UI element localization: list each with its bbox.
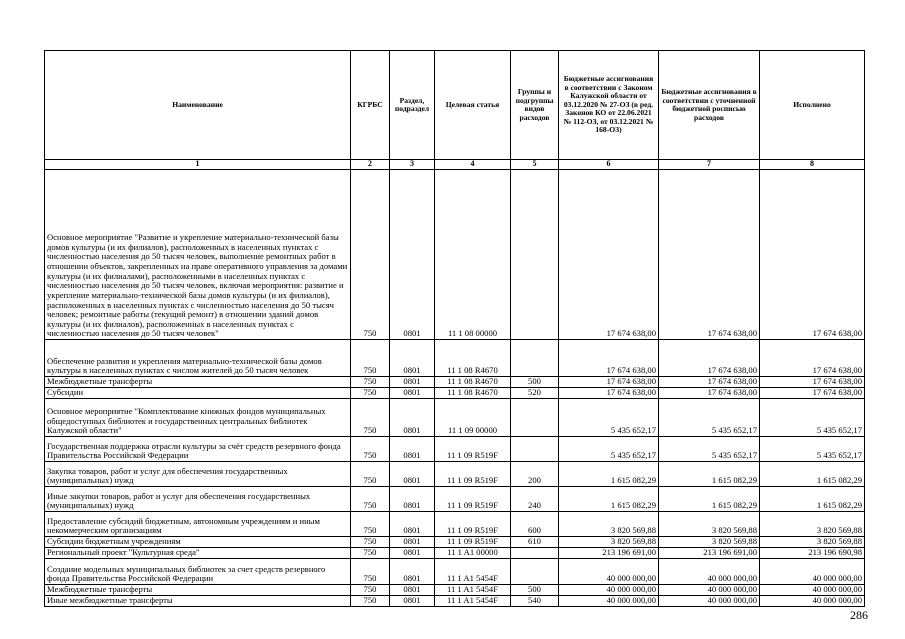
header-list: Бюджетные ассигнования в соответствии с уточненной бюджетной росписью расходов [659,51,760,160]
row-group: 610 [511,537,559,548]
row-done: 17 674 638,00 [760,388,865,399]
table-row [45,585,865,596]
table-row [45,340,865,377]
row-done: 40 000 000,00 [760,596,865,607]
row-group [511,437,559,462]
row-target: 11 1 09 R519F [435,462,511,487]
header-section: Раздел, подраздел [390,51,435,160]
column-number: 8 [760,160,865,170]
header-law: Бюджетные ассигнования в соответствии с Законом Калужской области от 03.12.2020 № 27-ОЗ (в ред. Законов КО от 22.06.2021 № 112-ОЗ, от 03.12.2021 № 168-ОЗ) [559,51,659,160]
row-done: 5 435 652,17 [760,437,865,462]
row-section: 0801 [390,437,435,462]
row-target: 11 1 08 00000 [435,170,511,340]
header-kgrbs: КГРБС [351,51,390,160]
row-kgrbs: 750 [351,512,390,537]
row-kgrbs: 750 [351,487,390,512]
row-section: 0801 [390,462,435,487]
row-done: 5 435 652,17 [760,399,865,437]
row-name: Основное мероприятие "Комплектование книжных фондов муниципальных общедоступных библиотек и государственных центральных библиотек Калужской области" [45,399,351,437]
row-list: 213 196 691,00 [659,548,760,559]
row-law: 40 000 000,00 [559,559,659,585]
table-row [45,537,865,548]
row-target: 11 1 A1 00000 [435,548,511,559]
row-kgrbs: 750 [351,170,390,340]
row-group [511,340,559,377]
row-list: 40 000 000,00 [659,585,760,596]
row-law: 17 674 638,00 [559,170,659,340]
table-row [45,548,865,559]
table-row [45,377,865,388]
column-number-row [45,160,865,170]
table-row [45,487,865,512]
row-section: 0801 [390,596,435,607]
row-list: 3 820 569,88 [659,537,760,548]
row-name: Региональный проект "Культурная среда" [45,548,351,559]
row-target: 11 1 09 00000 [435,399,511,437]
row-list: 5 435 652,17 [659,437,760,462]
row-section: 0801 [390,388,435,399]
row-group: 240 [511,487,559,512]
column-number: 6 [559,160,659,170]
row-law: 1 615 082,29 [559,462,659,487]
row-law: 5 435 652,17 [559,437,659,462]
row-law: 17 674 638,00 [559,340,659,377]
row-section: 0801 [390,537,435,548]
header-done: Исполнено [760,51,865,160]
row-kgrbs: 750 [351,548,390,559]
row-section: 0801 [390,340,435,377]
row-target: 11 1 08 R4670 [435,377,511,388]
row-target: 11 1 A1 5454F [435,559,511,585]
row-law: 17 674 638,00 [559,377,659,388]
row-target: 11 1 09 R519F [435,437,511,462]
row-group: 500 [511,377,559,388]
row-law: 40 000 000,00 [559,596,659,607]
row-group [511,399,559,437]
row-section: 0801 [390,377,435,388]
row-kgrbs: 750 [351,399,390,437]
row-name: Субсидии бюджетным учреждениям [45,537,351,548]
row-list: 17 674 638,00 [659,388,760,399]
row-target: 11 1 09 R519F [435,487,511,512]
column-number: 4 [435,160,511,170]
row-target: 11 1 09 R519F [435,512,511,537]
row-law: 17 674 638,00 [559,388,659,399]
row-group: 500 [511,585,559,596]
row-target: 11 1 A1 5454F [435,585,511,596]
row-kgrbs: 750 [351,437,390,462]
row-section: 0801 [390,487,435,512]
row-law: 40 000 000,00 [559,585,659,596]
table-row [45,170,865,340]
row-section: 0801 [390,585,435,596]
column-number: 7 [659,160,760,170]
table-row [45,596,865,607]
table-row [45,437,865,462]
row-kgrbs: 750 [351,388,390,399]
row-list: 1 615 082,29 [659,487,760,512]
column-number: 5 [511,160,559,170]
column-number: 1 [45,160,351,170]
table-row [45,399,865,437]
header-group: Группы и подгруппы видов расходов [511,51,559,160]
row-target: 11 1 A1 5454F [435,596,511,607]
row-section: 0801 [390,399,435,437]
row-target: 11 1 09 R519F [435,537,511,548]
row-name: Создание модельных муниципальных библиотек за счет средств резервного фонда Правительства Российской Федерации [45,559,351,585]
row-target: 11 1 08 R4670 [435,340,511,377]
header-target: Целевая статья [435,51,511,160]
row-law: 5 435 652,17 [559,399,659,437]
row-kgrbs: 750 [351,596,390,607]
row-group [511,548,559,559]
header-row [45,51,865,160]
column-number: 2 [351,160,390,170]
row-kgrbs: 750 [351,585,390,596]
header-name: Наименование [45,51,351,160]
row-law: 213 196 691,00 [559,548,659,559]
row-kgrbs: 750 [351,377,390,388]
row-list: 17 674 638,00 [659,340,760,377]
row-law: 3 820 569,88 [559,512,659,537]
row-done: 17 674 638,00 [760,340,865,377]
row-done: 1 615 082,29 [760,462,865,487]
budget-table [44,50,865,607]
table-row [45,559,865,585]
row-list: 17 674 638,00 [659,170,760,340]
row-list: 1 615 082,29 [659,462,760,487]
row-group [511,170,559,340]
row-section: 0801 [390,559,435,585]
row-name: Обеспечение развития и укрепления материально-технической базы домов культуры в населенных пунктах с числом жителей до 50 тысяч человек [45,340,351,377]
row-done: 17 674 638,00 [760,377,865,388]
row-name: Межбюджетные трансферты [45,377,351,388]
row-group: 520 [511,388,559,399]
row-name: Государственная поддержка отрасли культуры за счёт средств резервного фонда Правительства Российской Федерации [45,437,351,462]
row-name: Межбюджетные трансферты [45,585,351,596]
column-number: 3 [390,160,435,170]
row-kgrbs: 750 [351,340,390,377]
row-kgrbs: 750 [351,462,390,487]
row-law: 1 615 082,29 [559,487,659,512]
row-group: 200 [511,462,559,487]
row-done: 3 820 569,88 [760,512,865,537]
row-name: Субсидии [45,388,351,399]
table-row [45,388,865,399]
row-list: 40 000 000,00 [659,559,760,585]
row-done: 3 820 569,88 [760,537,865,548]
row-done: 17 674 638,00 [760,170,865,340]
table-row [45,512,865,537]
row-group: 600 [511,512,559,537]
row-name: Основное мероприятие "Развитие и укрепление материально-технической базы домов культуры (и их филиалов), расположенных в населенных пунктах с численностью населения до 50 тысяч человек, выполнение ремонтных работ в отношении объектов, закрепленных на праве оперативного управления за домами культуры (и их филиалами), расположенными в населенных пунктах с численностью населения до 50 тысяч человек, включая мероприятия: развитие и укрепление материально-технической базы домов культуры (и их филиалов), расположенных в населенных пунктах с численностью населения до 50 тысяч человек; ремонтные работы (текущий ремонт) в отношении зданий домов культуры (и их филиалов), расположенных в населенных пунктах с численностью населения до 50 тысяч человек" [45,170,351,340]
row-done: 40 000 000,00 [760,559,865,585]
row-section: 0801 [390,512,435,537]
row-section: 0801 [390,170,435,340]
page-number: 286 [850,608,868,622]
row-law: 3 820 569,88 [559,537,659,548]
row-name: Иные закупки товаров, работ и услуг для обеспечения государственных (муниципальных) нужд [45,487,351,512]
row-done: 213 196 690,98 [760,548,865,559]
row-target: 11 1 08 R4670 [435,388,511,399]
row-name: Предоставление субсидий бюджетным, автономным учреждениям и иным некоммерческим организациям [45,512,351,537]
row-kgrbs: 750 [351,537,390,548]
row-kgrbs: 750 [351,559,390,585]
row-section: 0801 [390,548,435,559]
table-row [45,462,865,487]
row-done: 1 615 082,29 [760,487,865,512]
row-list: 40 000 000,00 [659,596,760,607]
row-list: 5 435 652,17 [659,399,760,437]
row-list: 3 820 569,88 [659,512,760,537]
row-group [511,559,559,585]
row-done: 40 000 000,00 [760,585,865,596]
row-name: Иные межбюджетные трансферты [45,596,351,607]
row-name: Закупка товаров, работ и услуг для обеспечения государственных (муниципальных) нужд [45,462,351,487]
row-group: 540 [511,596,559,607]
row-list: 17 674 638,00 [659,377,760,388]
